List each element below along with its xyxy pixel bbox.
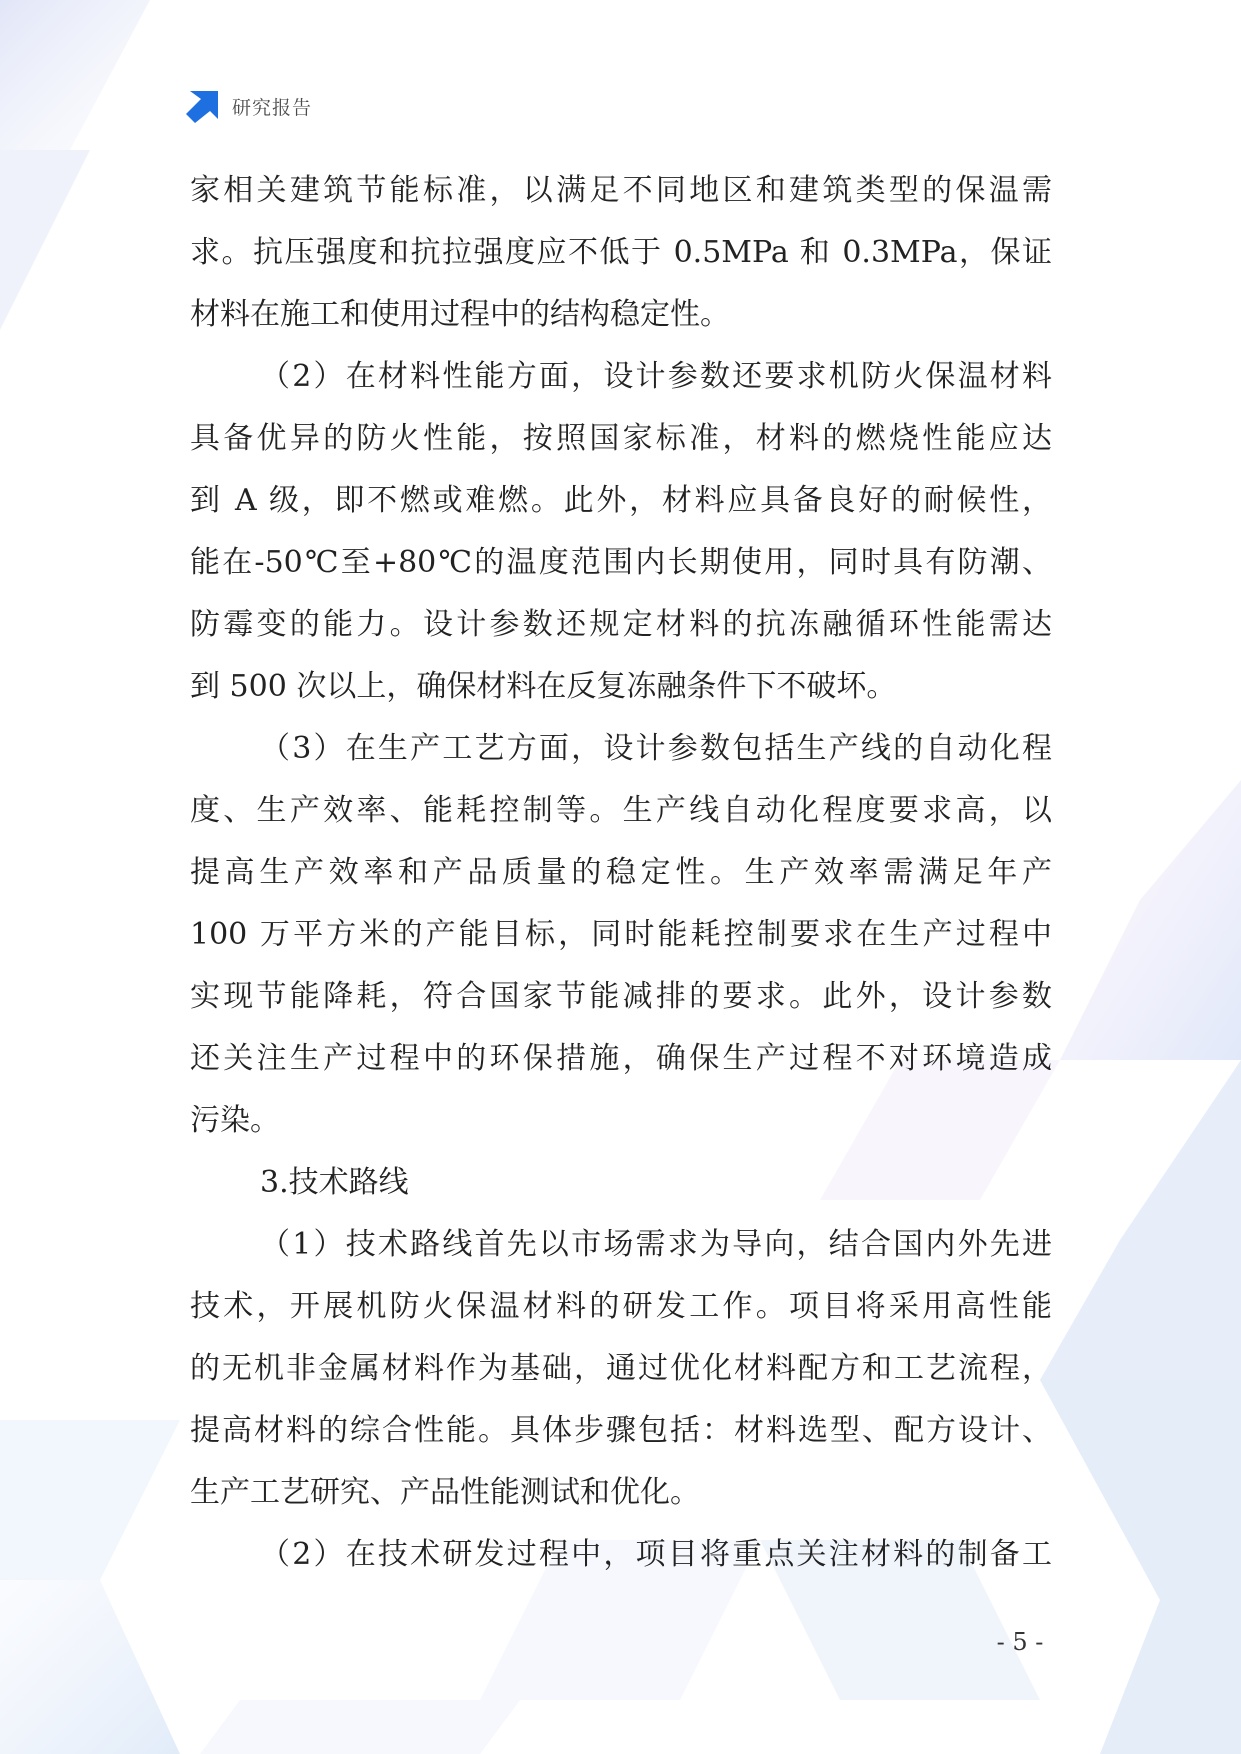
bg-shape-top-left (0, 0, 150, 150)
bg-shape-bottom-6 (200, 1700, 520, 1754)
text-line: 的无机非金属材料作为基础，通过优化材料配方和工艺流程， (190, 1351, 1052, 1386)
text-line: 材料在施工和使用过程中的结构稳定性。 (190, 297, 730, 332)
section-heading: 3.技术路线 (260, 1165, 409, 1200)
bg-shape-right-2 (1040, 1060, 1241, 1380)
arrow-up-right-icon (186, 89, 220, 123)
text-line: 技术，开展机防火保温材料的研发工作。项目将采用高性能 (190, 1289, 1052, 1324)
page-number: - 5 - (996, 1628, 1044, 1656)
bg-shape-bottom-5 (1040, 1380, 1241, 1754)
text-line: （2）在材料性能方面，设计参数还要求机防火保温材料 (260, 359, 1052, 394)
text-line: 具备优异的防火性能，按照国家标准，材料的燃烧性能应达 (190, 421, 1052, 456)
text-line: 污染。 (190, 1103, 280, 1138)
text-line: 家相关建筑节能标准，以满足不同地区和建筑类型的保温需 (190, 173, 1052, 208)
text-line: 能在-50℃至+80℃的温度范围内长期使用，同时具有防潮、 (190, 545, 1052, 580)
bg-shape-bottom-2 (0, 1580, 180, 1754)
text-line: 100 万平方米的产能目标，同时能耗控制要求在生产过程中 (190, 917, 1052, 952)
text-line: 防霉变的能力。设计参数还规定材料的抗冻融循环性能需达 (190, 607, 1052, 642)
bg-shape-bottom-1 (0, 1420, 180, 1580)
text-line: 生产工艺研究、产品性能测试和优化。 (190, 1475, 700, 1510)
text-line: （1）技术路线首先以市场需求为导向，结合国内外先进 (260, 1227, 1052, 1262)
text-line: 实现节能降耗，符合国家节能减排的要求。此外，设计参数 (190, 979, 1052, 1014)
header-title: 研究报告 (232, 96, 313, 119)
text-line: 度、生产效率、能耗控制等。生产线自动化程度要求高，以 (190, 793, 1052, 828)
text-line: 到 500 次以上，确保材料在反复冻融条件下不破坏。 (190, 669, 897, 704)
text-line: 还关注生产过程中的环保措施，确保生产过程不对环境造成 (190, 1041, 1052, 1076)
text-line: （2）在技术研发过程中，项目将重点关注材料的制备工 (260, 1537, 1052, 1572)
report-header (186, 88, 312, 124)
text-line: 到 A 级，即不燃或难燃。此外，材料应具备良好的耐候性， (190, 483, 1052, 518)
bg-shape-top-left-2 (0, 150, 90, 330)
body-text (190, 160, 1052, 1586)
bg-shape-right-1 (1060, 780, 1241, 1060)
text-line: 求。抗压强度和抗拉强度应不低于 0.5MPa 和 0.3MPa，保证 (190, 235, 1052, 270)
text-line: 提高材料的综合性能。具体步骤包括：材料选型、配方设计、 (190, 1413, 1052, 1448)
text-line: 提高生产效率和产品质量的稳定性。生产效率需满足年产 (190, 855, 1052, 890)
text-line: （3）在生产工艺方面，设计参数包括生产线的自动化程 (260, 731, 1052, 766)
